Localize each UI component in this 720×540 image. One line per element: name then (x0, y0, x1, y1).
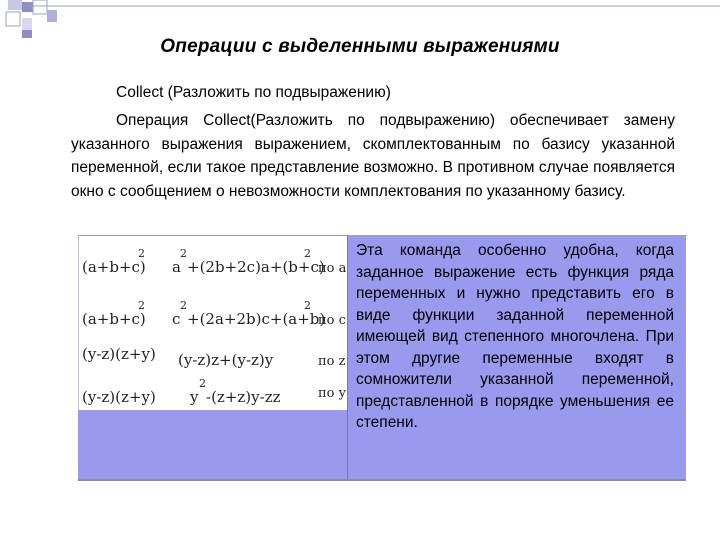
math-input: (y-z)(z+y) (82, 345, 156, 363)
math-input: (y-z)(z+y) (82, 388, 156, 406)
description-paragraph: Операция Collect(Разложить по подвыражению) обеспечивает замену указанного выражения выражением, скомплектованным по базису указанной переменной, если такое представление возможно. В противном случае появляется окно с сообщением о невозможности комплектования по указанному базису. (71, 112, 675, 200)
deco-square (6, 12, 20, 26)
section-subtitle: Collect (Разложить по подвыражению) (116, 84, 391, 101)
math-result: c (172, 310, 181, 328)
deco-square (22, 18, 32, 30)
math-result-sup: 2 (199, 377, 206, 390)
math-result-sup: 2 (180, 247, 187, 260)
math-input-sup: 2 (138, 247, 145, 260)
deco-square (8, 0, 22, 10)
math-result-rest: +(2a+2b)c+(a+b) (187, 310, 326, 328)
math-result: y (190, 388, 199, 406)
deco-square (22, 2, 33, 12)
deco-square (47, 10, 57, 22)
math-command: по c (318, 313, 346, 328)
math-input: (a+b+c) (82, 258, 146, 276)
math-result-sup: 2 (180, 299, 187, 312)
slide-title: Операции с выделенными выражениями (160, 36, 560, 57)
math-result-rest-sup: 2 (304, 247, 311, 260)
panel-fill-left (78, 410, 348, 480)
math-command: по a (318, 261, 347, 276)
math-result: a (172, 258, 181, 276)
math-command: по z (318, 354, 346, 369)
math-result-rest: +(2b+2c)a+(b+c) (187, 258, 325, 276)
math-result: (y-z)z+(y-z)y (178, 351, 274, 369)
math-input-sup: 2 (138, 299, 145, 312)
panel-bottom-border (78, 479, 686, 481)
math-result-rest-sup: 2 (304, 299, 311, 312)
deco-square (33, 0, 47, 14)
note-text: Эта команда особенно удобна, когда заданное выражение есть функция ряда переменных и нужно представить его в виде функции заданной переменной имеющей вид степенного многочлена. При этом другие переменные входят в сомножители указанной переменной, представленной в порядке уменьшения ее степени. (356, 242, 674, 431)
math-examples (78, 235, 348, 410)
math-command: по y (318, 386, 346, 401)
math-input: (a+b+c) (82, 310, 146, 328)
corner-decoration (0, 0, 720, 40)
math-result-rest: -(z+z)y-zz (206, 388, 281, 406)
